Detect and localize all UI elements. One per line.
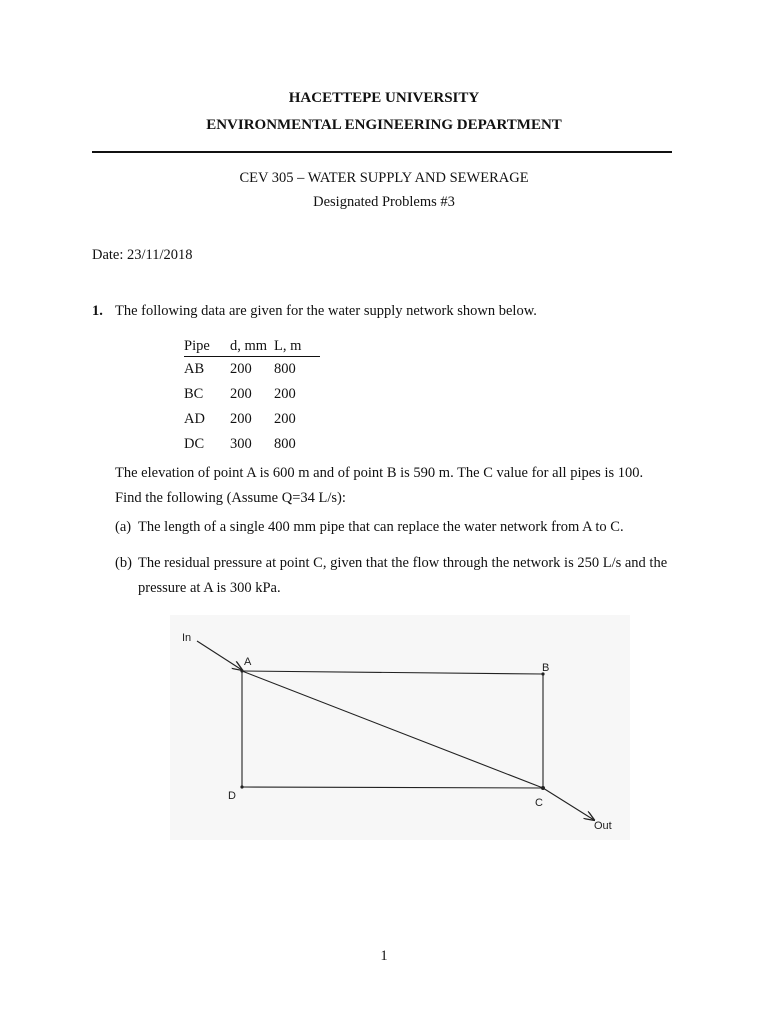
part-text-line: The residual pressure at point C, given that the flow through the network is 250 L/s and the xyxy=(138,555,668,571)
inflow-label: In xyxy=(182,632,192,644)
table-cell: 200 xyxy=(230,411,252,427)
question-number: 1. xyxy=(92,303,103,319)
table-cell: DC xyxy=(184,436,205,452)
table-cell: AB xyxy=(184,361,205,377)
part-text: The length of a single 400 mm pipe that can replace the water network from A to C. xyxy=(138,519,624,535)
network-diagram xyxy=(170,615,630,840)
pipe-data-table xyxy=(184,336,320,457)
table-cell: 200 xyxy=(230,386,252,402)
table-cell: 200 xyxy=(230,361,252,377)
table-header-row xyxy=(184,336,320,357)
university-title: HACETTEPE UNIVERSITY xyxy=(288,90,480,106)
part-label: (b) xyxy=(115,555,132,571)
pipe-dc xyxy=(242,787,543,788)
pipe-ab xyxy=(242,671,543,674)
node-d-label: D xyxy=(228,790,236,802)
node-c-label: C xyxy=(535,797,543,809)
outflow-label: Out xyxy=(594,820,612,832)
part-text xyxy=(138,551,698,601)
node-a-label: A xyxy=(244,656,252,668)
network-diagram-svg xyxy=(170,615,630,840)
table-row xyxy=(184,382,320,407)
inflow-arrow xyxy=(197,641,242,670)
table-row xyxy=(184,432,320,457)
date-line: Date: 23/11/2018 xyxy=(92,247,193,263)
table-cell: AD xyxy=(184,411,205,427)
table-cell: 200 xyxy=(274,386,296,402)
node-c-point xyxy=(541,786,545,790)
paragraph-line: The elevation of point A is 600 m and of point B is 590 m. The C value for all pipes is 100. xyxy=(115,465,644,481)
table-cell: 300 xyxy=(230,436,252,452)
question-intro: The following data are given for the water supply network shown below. xyxy=(115,303,537,319)
table-cell: 800 xyxy=(274,436,296,452)
table-cell: 800 xyxy=(274,361,296,377)
table-cell: BC xyxy=(184,386,204,402)
department-title: ENVIRONMENTAL ENGINEERING DEPARTMENT xyxy=(206,117,562,133)
pipe-ac-diagonal xyxy=(242,671,543,788)
column-header-pipe: Pipe xyxy=(184,336,230,357)
table-row xyxy=(184,357,320,383)
part-text-line: pressure at A is 300 kPa. xyxy=(138,580,281,596)
table-cell: 200 xyxy=(274,411,296,427)
node-b-label: B xyxy=(542,662,550,674)
part-label: (a) xyxy=(115,519,132,535)
column-header-length: L, m xyxy=(274,336,320,357)
column-header-diameter: d, mm xyxy=(230,336,274,357)
course-title: CEV 305 – WATER SUPPLY AND SEWERAGE xyxy=(239,170,529,186)
header-rule xyxy=(92,151,672,153)
table-row xyxy=(184,407,320,432)
outflow-arrow xyxy=(543,788,594,820)
problem-paragraph xyxy=(115,461,695,511)
page-number: 1 xyxy=(380,948,388,964)
paragraph-line: Find the following (Assume Q=34 L/s): xyxy=(115,490,346,506)
document-subtitle: Designated Problems #3 xyxy=(313,194,455,210)
node-a-point xyxy=(240,669,243,672)
node-d-point xyxy=(240,785,243,788)
